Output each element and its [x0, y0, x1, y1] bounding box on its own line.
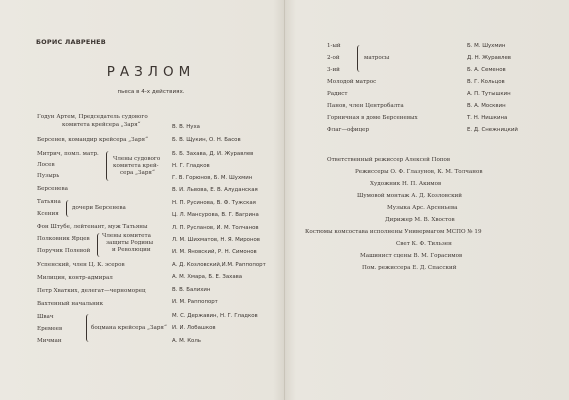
label-daughters: дочери Берсенева [72, 205, 126, 211]
actor-maid: Т. Н. Нишкина [467, 115, 508, 121]
role-militsin: Милицин, контр-адмирал [37, 275, 113, 281]
role-young-sailor: Молодой матрос [327, 79, 377, 85]
role-bersenev: Берсенев, командир крейсера „Заря“ [37, 137, 148, 143]
label-committee-1: Члены судового [113, 156, 161, 162]
role-puzyr: Пузырь [37, 173, 60, 179]
credit-light: Свет К. Ф. Тильзен [396, 241, 452, 247]
label-defense-2: защиты Родины [106, 240, 154, 246]
actor-shvach: М. С. Державин, Н. Г. Гладков [172, 313, 258, 319]
actor-eremeev: И. И. Лобашков [172, 325, 216, 331]
role-radist: Радист [327, 91, 348, 97]
actor-young-sailor: В. Г. Кольцов [467, 79, 505, 85]
label-committee-3: сера „Заря“ [120, 170, 155, 176]
actor-vakhtenny: И. М. Раппопорт [172, 299, 218, 305]
author-name: БОРИС ЛАВРЕНЕВ [36, 38, 106, 46]
actor-fon-shtube: Л. П. Русланов, И. М. Толчанов [172, 225, 259, 231]
credit-artist: Художник Н. П. Акимов [370, 181, 442, 187]
actor-militsin: А. М. Хмара, Б. Е. Захава [172, 274, 243, 280]
brace-defense-committee [97, 233, 101, 257]
role-flag-officer: Флаг—офицер [327, 127, 370, 133]
actor-second-sailor: Д. Н. Журавлев [467, 55, 511, 61]
actor-flag-officer: Е. Д. Снежницкий [467, 127, 518, 133]
role-uspensky: Успенский, член Ц. К. эсеров [37, 262, 125, 268]
role-second-sailor: 2-ой [327, 55, 340, 61]
role-maid: Горничная в доме Берсеневых [327, 115, 418, 121]
brace-bootsman [86, 314, 90, 342]
actor-kseniya: Ц. Л. Мансурова, В. Г. Вагрина [172, 212, 259, 218]
actor-third-sailor: Б. А. Семенов [467, 67, 506, 73]
actor-loseva: Н. Г. Гладков [172, 163, 210, 169]
brace-sailors [357, 45, 361, 72]
credit-conductor: Дирижер М. В. Хвостов [385, 217, 455, 223]
role-loseva: Лосев [37, 162, 55, 168]
role-third-sailor: 3-ий [327, 67, 340, 73]
role-kseniya: Ксения [37, 211, 59, 217]
actor-poruchik: И. М. Яновский, Р. Н. Симонов [172, 249, 257, 255]
role-polkovnik: Полковник Ярцев [37, 236, 90, 242]
actor-radist: А. П. Тутышкин [467, 91, 511, 97]
actor-mitrich: Б. Б. Захава, Д. И. Журавлев [172, 151, 254, 157]
label-defense-1: Члены комитета [102, 233, 151, 239]
role-poruchik: Поручик Полевой [37, 248, 91, 254]
actor-petr: В. В. Балихин [172, 287, 211, 293]
page-fold [284, 0, 285, 400]
role-vakhtenny: Вахтенный начальник [37, 301, 104, 307]
actor-first-sailor: Б. М. Шухмин [467, 43, 506, 49]
role-panov: Панов, член Центробалта [327, 103, 404, 109]
credit-machinist: Машинист сцены В. М. Горасимов [360, 253, 463, 259]
label-bootsman: боцмана крейсера „Заря“ [91, 325, 167, 331]
label-committee-2: комитета крей- [113, 163, 159, 169]
actor-michman: А. М. Коль [172, 338, 201, 344]
credit-music: Музыка Арс. Арсеньева [387, 205, 458, 211]
label-sailors: матросы [364, 55, 390, 61]
role-mitrich: Митрич, помл. матр. [37, 151, 99, 157]
actor-polkovnik: Л. М. Шихматов, Н. Я. Миронов [172, 237, 260, 243]
actor-godun: В. В. Нуха [172, 124, 200, 130]
brace-daughters [66, 200, 70, 217]
role-berseneva: Берсенева [37, 186, 68, 192]
credit-costumes: Костюмы комсостава исполнены Универмагом МСПО № 19 [305, 229, 482, 235]
role-petr: Петр Хватких, делегат—черноморец [37, 288, 146, 294]
role-michman: Мичман [37, 338, 62, 344]
actor-uspensky: А. Д. Козловский,И.М. Раппопорт [172, 262, 266, 268]
credit-directors: Режиссеры О. Ф. Глазунов, К. М. Толчанов [355, 169, 483, 175]
actor-puzyr: Г. В. Горюнов, Б. М. Шухмин [172, 175, 253, 181]
actor-bersenev: Б. В. Щукин, О. Н. Басов [172, 137, 241, 143]
play-subtitle: пьеса в 4-х действиях. [117, 89, 185, 95]
role-tatyana: Татьяна [37, 199, 61, 205]
play-title: РАЗЛОМ [106, 64, 196, 80]
actor-panov: В. А. Москвин [467, 103, 506, 109]
role-shvach: Швач [37, 314, 54, 320]
role-godun-line2: комитета крейсера „Заря“ [62, 122, 141, 128]
actor-berseneva: В. И. Львова, Е. В. Алуданская [172, 187, 258, 193]
role-eremeev: Еремеев [37, 326, 63, 332]
role-godun-line1: Годун Артем, Председатель судового [37, 114, 148, 120]
credit-asst-director: Пом. режиссера Е. Д. Спасский [362, 265, 457, 271]
credit-noise: Шумовой монтаж А. Д. Козловский [357, 193, 463, 199]
brace-committee [106, 151, 110, 181]
label-defense-3: и Революции [112, 247, 151, 253]
role-fon-shtube: Фон Штубе, лейтенант, муж Татьяны [37, 224, 148, 230]
credit-director: Ответственный режиссер Алексей Попов [327, 157, 451, 163]
actor-tatyana: Н. П. Русинова, В. Ф. Тужская [172, 200, 256, 206]
role-first-sailor: 1-ый [327, 43, 341, 49]
